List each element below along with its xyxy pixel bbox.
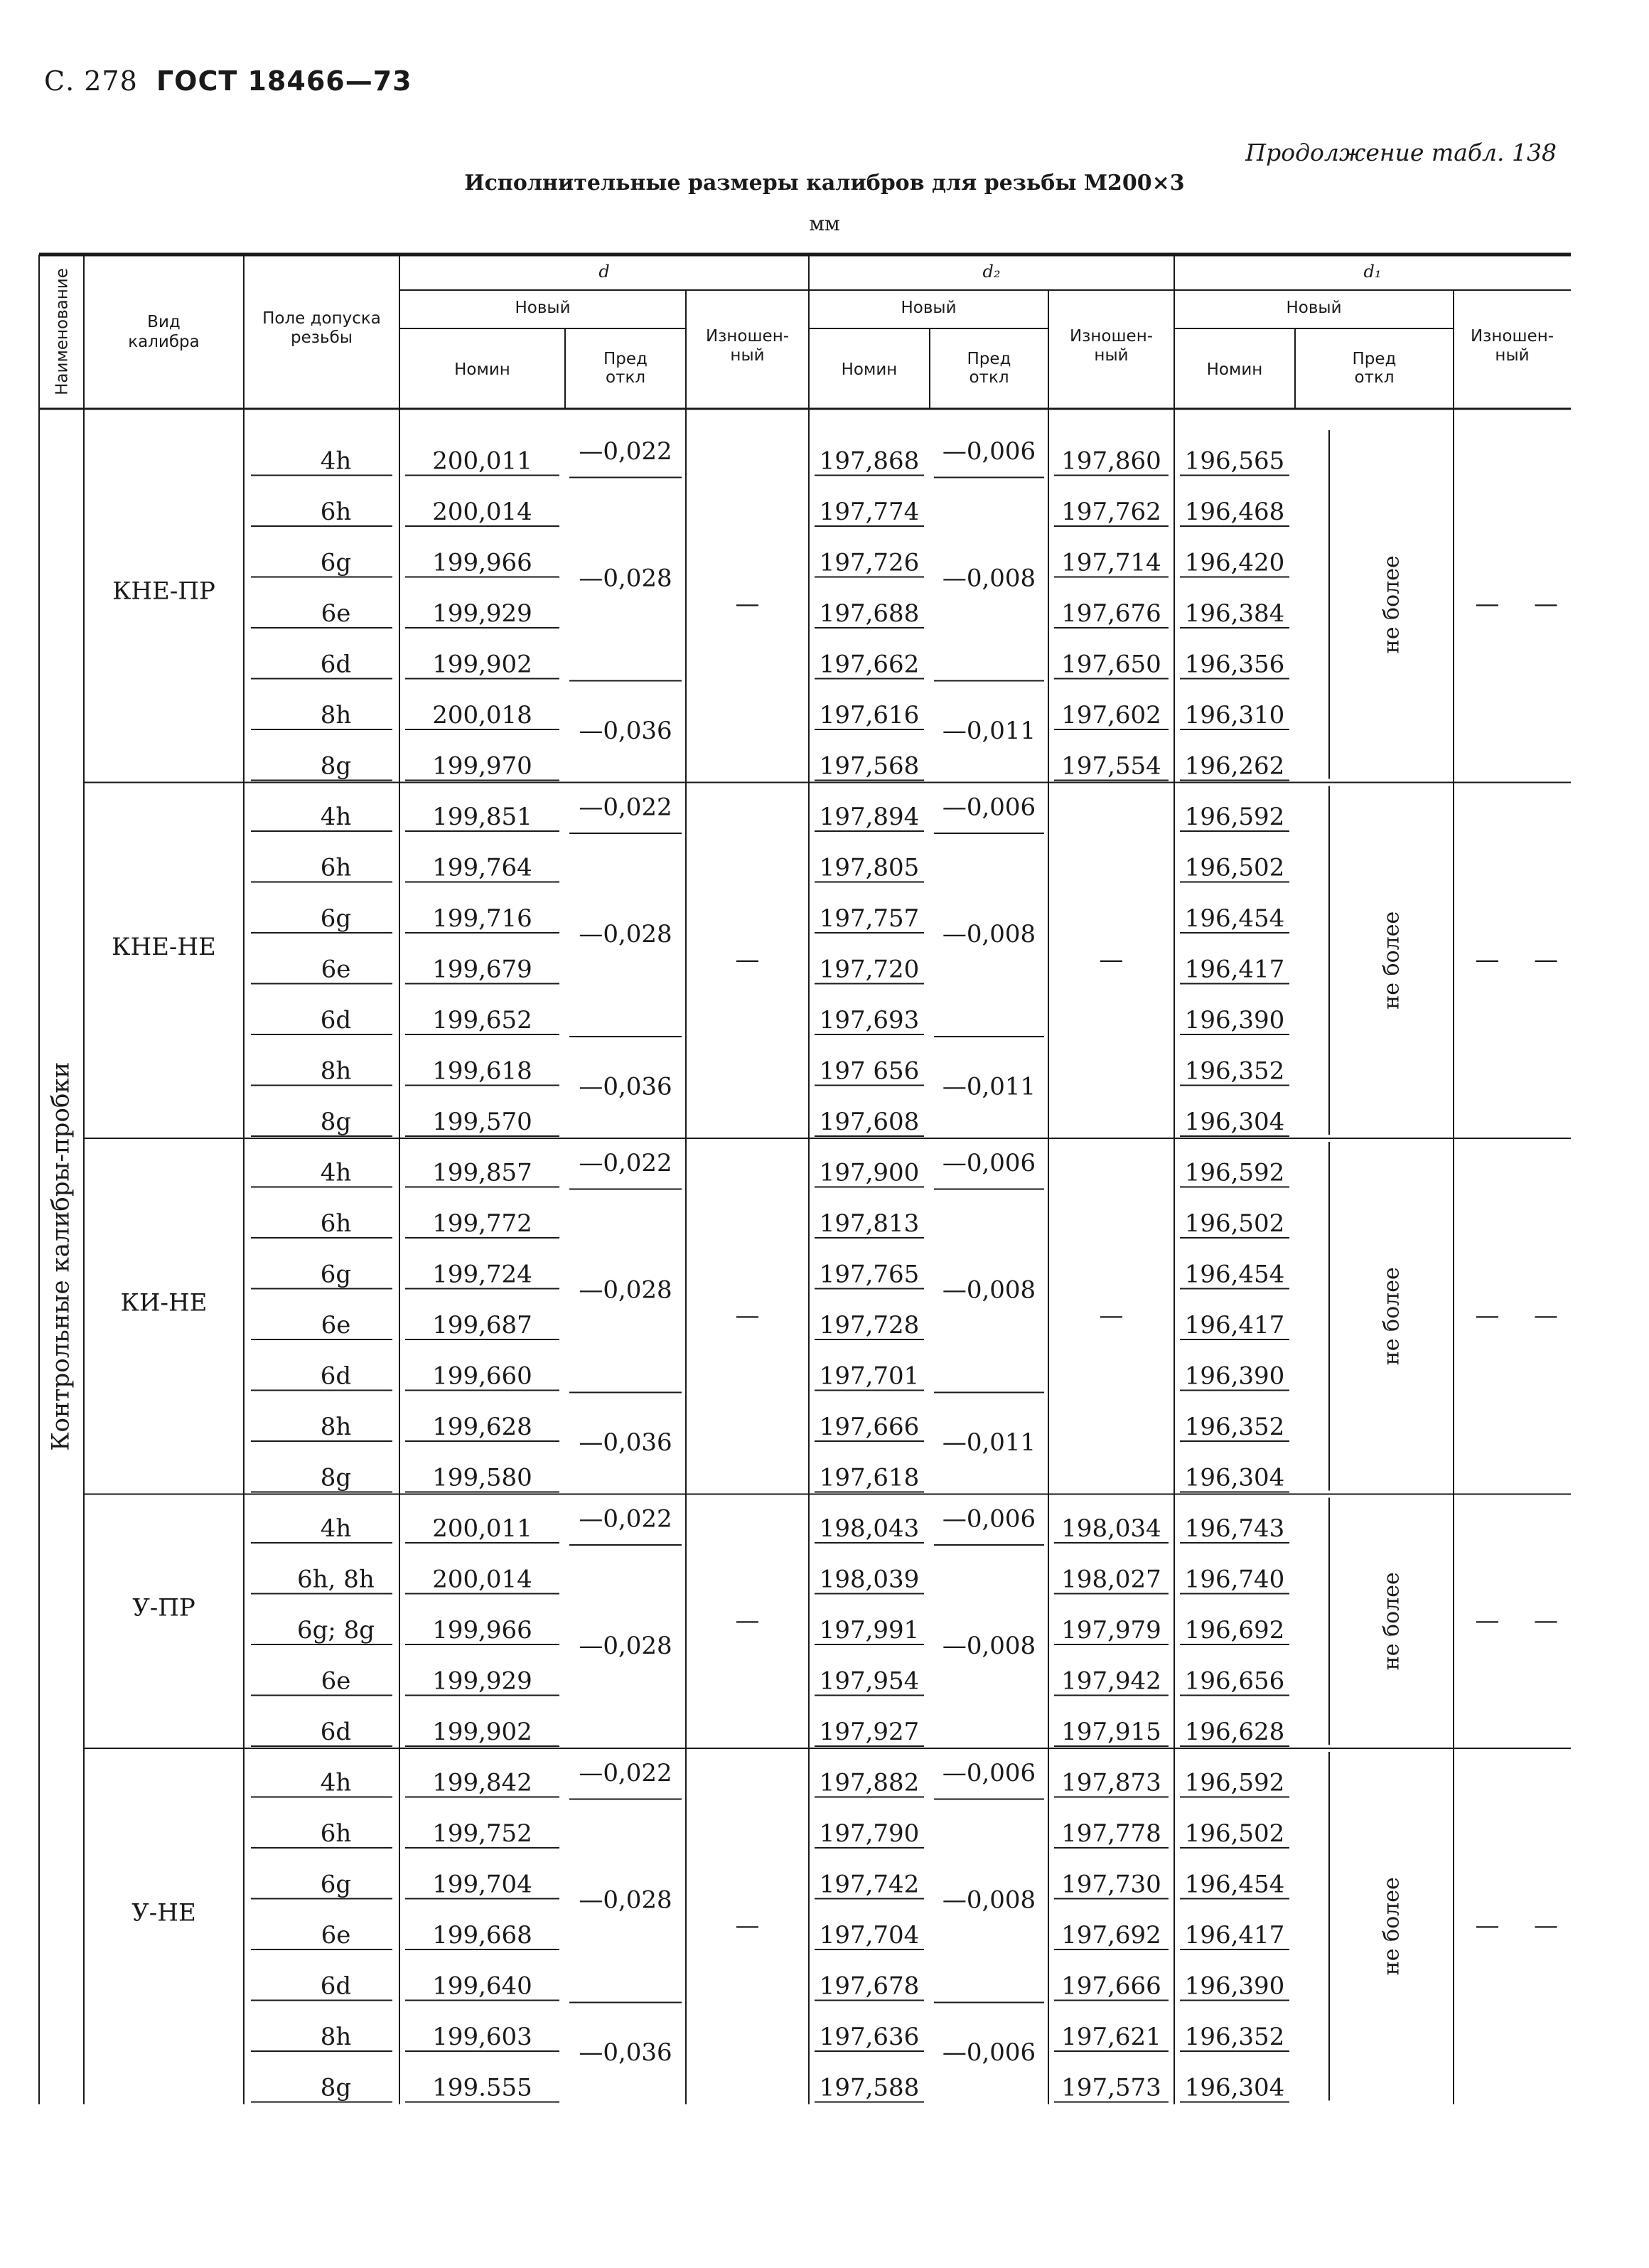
tolerance-field: 6e [321, 955, 351, 984]
d-nominal-value: 199,970 [432, 751, 532, 781]
header-d-worn-line1: Изношен- [705, 327, 790, 346]
d-deviation-value: —0,022 [579, 1148, 672, 1177]
d2-nominal-value: 197,636 [819, 2023, 920, 2051]
header-d2-worn-line1: Изношен- [1069, 327, 1154, 346]
d1-nominal-value: 196,502 [1184, 1209, 1285, 1238]
table-continuation-note: Продолжение табл. 138 [1245, 139, 1557, 166]
d2-nominal-value: 197,662 [819, 650, 920, 679]
header-kind-line2: калибра [128, 333, 200, 351]
tolerance-field: 6h [320, 853, 352, 882]
header-d2-new: Новый [901, 299, 957, 317]
d2-worn-value: 197,554 [1061, 751, 1161, 781]
d-nominal-value: 199,902 [432, 1718, 532, 1746]
tolerance-field: 6g [320, 548, 352, 577]
d1-nominal-value: 196,656 [1184, 1667, 1285, 1696]
d2-worn-value: 197,714 [1061, 548, 1161, 577]
d2-nominal-value: 197,720 [819, 955, 920, 984]
d1-worn-dash: — [1534, 589, 1558, 619]
d1-deviation-dash: — [1475, 589, 1500, 619]
d1-nominal-value: 196,356 [1184, 650, 1285, 679]
d2-deviation-value: —0,006 [942, 1758, 1036, 1787]
tolerance-field: 8g [320, 1108, 352, 1136]
d-deviation-value: —0,028 [579, 1885, 672, 1915]
d1-nominal-value: 196,417 [1184, 955, 1285, 984]
table-title: Исполнительные размеры калибров для резьбы М200×3 [464, 171, 1185, 196]
d1-nominal-value: 196,310 [1184, 701, 1285, 729]
d1-nominal-value: 196,390 [1184, 1362, 1285, 1391]
d2-nominal-value: 197 656 [819, 1057, 920, 1086]
d-nominal-value: 200,011 [432, 1514, 532, 1543]
d1-nominal-value: 196,417 [1184, 1311, 1285, 1339]
header-d-dev-line1: Пред [603, 350, 648, 368]
d2-worn-value: 197,730 [1061, 1870, 1161, 1899]
d1-worn-dash: — [1534, 1911, 1558, 1940]
d-nominal-value: 199,660 [432, 1362, 532, 1391]
tolerance-field: 6d [320, 1362, 352, 1391]
d-nominal-value: 199,640 [432, 1972, 532, 2001]
d-worn-dash: — [735, 1301, 760, 1330]
d2-worn-dash: — [1099, 945, 1124, 974]
d-nominal-value: 199,668 [432, 1921, 532, 1949]
header-d2-dev-line1: Пред [967, 350, 1011, 368]
d2-nominal-value: 197,900 [819, 1158, 920, 1187]
d1-nominal-value: 196,502 [1184, 853, 1285, 882]
d-nominal-value: 199,570 [432, 1108, 532, 1136]
d2-deviation-value: —0,008 [942, 920, 1036, 948]
tolerance-field: 6g; 8g [296, 1616, 375, 1644]
header-tolerance-line2: резьбы [291, 328, 353, 347]
d-nominal-value: 200,014 [432, 498, 532, 526]
tolerance-field: 6h [320, 1819, 352, 1848]
d-deviation-value: —0,036 [579, 1072, 672, 1101]
d-deviation-value: —0,028 [579, 1275, 672, 1305]
d2-worn-value: 197,942 [1061, 1667, 1161, 1696]
d-deviation-value: —0,036 [579, 2038, 672, 2067]
d-nominal-value: 199,716 [432, 904, 532, 933]
d1-nominal-value: 196,352 [1184, 1413, 1285, 1441]
d1-deviation-dash: — [1475, 1301, 1500, 1330]
d2-nominal-value: 197,726 [819, 548, 920, 577]
d2-worn-value: 197,692 [1061, 1921, 1161, 1949]
d-nominal-value: 199,902 [432, 650, 532, 679]
d1-nominal-value: 196,628 [1184, 1718, 1285, 1746]
d1-nominal-value: 196,592 [1184, 803, 1285, 831]
tolerance-field: 4h [320, 1768, 352, 1797]
header-d2-dev-line2: откл [969, 368, 1009, 387]
header-d1-worn-line2: ный [1495, 346, 1530, 365]
d2-deviation-value: —0,011 [942, 1072, 1036, 1101]
d2-worn-value: 197,666 [1061, 1972, 1161, 2001]
d-deviation-value: —0,036 [579, 717, 672, 745]
d1-nominal-value: 196,417 [1184, 1921, 1285, 1949]
d2-nominal-value: 197,805 [819, 853, 920, 882]
d1-nominal-value: 196,390 [1184, 1972, 1285, 2001]
d2-deviation-value: —0,006 [942, 793, 1036, 822]
d2-deviation-value: —0,008 [942, 1885, 1036, 1915]
d-deviation-value: —0,022 [579, 793, 672, 822]
tolerance-field: 8h [320, 2023, 352, 2051]
d2-deviation-value: —0,006 [942, 1148, 1036, 1177]
d2-worn-value: 197,650 [1061, 650, 1161, 679]
d2-nominal-value: 197,894 [819, 803, 920, 831]
d1-worn-dash: — [1534, 1606, 1558, 1635]
d1-nominal-value: 196,740 [1184, 1565, 1285, 1594]
d-nominal-value: 199,752 [432, 1819, 532, 1848]
d-worn-dash: — [735, 945, 760, 974]
d-nominal-value: 199,628 [432, 1413, 532, 1441]
gauge-kind-label: КИ-НЕ [120, 1288, 208, 1317]
d2-worn-value: 197,979 [1061, 1616, 1161, 1644]
d-nominal-value: 199,966 [432, 1616, 532, 1644]
d1-nominal-value: 196,352 [1184, 2023, 1285, 2051]
tolerance-field: 6e [321, 1311, 351, 1339]
tolerance-field: 6e [321, 599, 351, 628]
d1-limit-note: не более [1379, 1267, 1404, 1366]
tolerance-field: 6d [320, 650, 352, 679]
d2-deviation-value: —0,006 [942, 437, 1036, 466]
tolerance-field: 6d [320, 1006, 352, 1034]
d2-worn-value: 197,860 [1061, 446, 1161, 476]
d-deviation-value: —0,022 [579, 1504, 672, 1534]
d-nominal-value: 199,772 [432, 1209, 532, 1238]
tolerance-field: 6e [321, 1921, 351, 1949]
d2-nominal-value: 197,616 [819, 701, 920, 729]
d-worn-dash: — [735, 1911, 760, 1940]
header-d-nominal: Номин [454, 360, 510, 379]
d2-nominal-value: 197,608 [819, 1108, 920, 1136]
d-nominal-value: 199,929 [432, 1667, 532, 1696]
d2-deviation-value: —0,008 [942, 1275, 1036, 1305]
header-kind-line1: Вид [147, 313, 181, 331]
d1-nominal-value: 196,692 [1184, 1616, 1285, 1644]
d2-nominal-value: 197,704 [819, 1921, 920, 1949]
tolerance-field: 8h [320, 701, 352, 729]
d2-worn-value: 197,915 [1061, 1718, 1161, 1746]
d2-nominal-value: 197,742 [819, 1870, 920, 1899]
tolerance-field: 4h [320, 1514, 352, 1543]
tolerance-field: 8g [320, 1463, 352, 1492]
d-nominal-value: 199,679 [432, 955, 532, 984]
d1-nominal-value: 196,384 [1184, 599, 1285, 628]
d2-nominal-value: 197,927 [819, 1718, 920, 1746]
d2-nominal-value: 197,666 [819, 1413, 920, 1441]
d1-nominal-value: 196,420 [1184, 548, 1285, 577]
d-nominal-value: 200,011 [432, 446, 532, 476]
d2-nominal-value: 197,588 [819, 2073, 920, 2102]
d1-nominal-value: 196,565 [1184, 446, 1285, 476]
d-deviation-value: —0,028 [579, 1632, 672, 1660]
d-nominal-value: 199,652 [432, 1006, 532, 1034]
tolerance-field: 8g [320, 751, 352, 781]
d1-worn-dash: — [1534, 1301, 1558, 1330]
row-group-label: Контрольные калибры-пробки [46, 1061, 75, 1451]
d-nominal-value: 199,857 [432, 1158, 532, 1187]
d1-nominal-value: 196,304 [1184, 1463, 1285, 1492]
header-d1-dev-line2: откл [1354, 368, 1395, 387]
header-d1-nominal: Номин [1206, 360, 1263, 379]
d1-limit-note: не более [1379, 911, 1404, 1010]
d-nominal-value: 199,687 [432, 1311, 532, 1339]
d-worn-dash: — [735, 1606, 760, 1635]
units-label: мм [809, 212, 840, 235]
d1-nominal-value: 196,262 [1184, 751, 1285, 781]
d2-nominal-value: 197,568 [819, 751, 920, 781]
d2-deviation-value: —0,006 [942, 1504, 1036, 1534]
d2-nominal-value: 197,765 [819, 1260, 920, 1289]
tolerance-field: 4h [320, 446, 352, 476]
d2-nominal-value: 198,039 [819, 1565, 920, 1594]
tolerance-field: 6d [320, 1718, 352, 1746]
d2-nominal-value: 197,688 [819, 599, 920, 628]
gauge-kind-label: У-НЕ [131, 1898, 196, 1927]
d-deviation-value: —0,022 [579, 1758, 672, 1787]
header-tolerance-line1: Поле допуска [262, 309, 381, 328]
d2-deviation-value: —0,011 [942, 717, 1036, 745]
d1-limit-note: не более [1379, 555, 1404, 654]
d1-limit-note: не более [1379, 1877, 1404, 1976]
d-nominal-value: 199,764 [432, 853, 532, 882]
tolerance-field: 8h [320, 1057, 352, 1086]
d2-deviation-value: —0,006 [942, 2038, 1036, 2067]
d2-deviation-value: —0,011 [942, 1428, 1036, 1457]
tolerance-field: 4h [320, 803, 352, 831]
d-nominal-value: 199,724 [432, 1260, 532, 1289]
d2-worn-value: 197,573 [1061, 2073, 1161, 2102]
d-deviation-value: —0,028 [579, 564, 672, 593]
d1-nominal-value: 196,304 [1184, 1108, 1285, 1136]
d-nominal-value: 199,842 [432, 1768, 532, 1797]
d1-nominal-value: 196,743 [1184, 1514, 1285, 1543]
gauge-kind-label: КНЕ-НЕ [112, 932, 216, 961]
tolerance-field: 8g [320, 2073, 352, 2102]
d1-deviation-dash: — [1475, 1911, 1500, 1940]
tolerance-field: 6h [320, 1209, 352, 1238]
tolerance-field: 6g [320, 904, 352, 933]
d-nominal-value: 200,014 [432, 1565, 532, 1594]
d1-deviation-dash: — [1475, 1606, 1500, 1635]
d-nominal-value: 199,618 [432, 1057, 532, 1086]
header-d2-nominal: Номин [841, 360, 898, 379]
d2-worn-value: 197,621 [1061, 2023, 1161, 2051]
d2-worn-value: 197,762 [1061, 498, 1161, 526]
d2-nominal-value: 197,757 [819, 904, 920, 933]
d-nominal-value: 199.555 [432, 2073, 532, 2102]
d2-nominal-value: 197,693 [819, 1006, 920, 1034]
d1-limit-note: не более [1379, 1572, 1404, 1671]
header-d1-new: Новый [1286, 299, 1342, 317]
d2-nominal-value: 197,701 [819, 1362, 920, 1391]
page-number: С. 278 [44, 65, 138, 97]
d2-nominal-value: 197,678 [819, 1972, 920, 2001]
header-d2-worn-line2: ный [1094, 346, 1129, 365]
d-nominal-value: 199,704 [432, 1870, 532, 1899]
d1-nominal-value: 196,502 [1184, 1819, 1285, 1848]
header-name: Наименование [53, 268, 72, 395]
tolerance-field: 6e [321, 1667, 351, 1696]
d1-nominal-value: 196,304 [1184, 2073, 1285, 2102]
d2-nominal-value: 197,790 [819, 1819, 920, 1848]
d-deviation-value: —0,028 [579, 920, 672, 948]
d1-nominal-value: 196,454 [1184, 904, 1285, 933]
d2-worn-value: 198,034 [1061, 1514, 1161, 1543]
d2-worn-value: 198,027 [1061, 1565, 1161, 1594]
tolerance-field: 8h [320, 1413, 352, 1441]
d-nominal-value: 199,966 [432, 548, 532, 577]
d2-nominal-value: 197,882 [819, 1768, 920, 1797]
d2-nominal-value: 197,813 [819, 1209, 920, 1238]
gauge-kind-label: У-ПР [132, 1593, 195, 1622]
d-nominal-value: 200,018 [432, 701, 532, 729]
d1-nominal-value: 196,390 [1184, 1006, 1285, 1034]
d1-nominal-value: 196,352 [1184, 1057, 1285, 1086]
d-nominal-value: 199,603 [432, 2023, 532, 2051]
d2-nominal-value: 198,043 [819, 1514, 920, 1543]
d1-nominal-value: 196,454 [1184, 1260, 1285, 1289]
header-d1-dev-line1: Пред [1352, 350, 1397, 368]
header-d2: d₂ [982, 262, 1001, 282]
header-d-new: Новый [515, 299, 571, 317]
d2-nominal-value: 197,991 [819, 1616, 920, 1644]
d2-nominal-value: 197,774 [819, 498, 920, 526]
d-worn-dash: — [735, 589, 760, 619]
header-d-dev-line2: откл [605, 368, 646, 387]
tolerance-field: 4h [320, 1158, 352, 1187]
d2-deviation-value: —0,008 [942, 564, 1036, 593]
standard-number: ГОСТ 18466—73 [156, 65, 412, 97]
d2-worn-value: 197,676 [1061, 599, 1161, 628]
d-nominal-value: 199,929 [432, 599, 532, 628]
d-deviation-value: —0,022 [579, 437, 672, 466]
gauge-kind-label: КНЕ-ПР [112, 577, 215, 606]
d2-worn-value: 197,873 [1061, 1768, 1161, 1797]
d1-nominal-value: 196,592 [1184, 1158, 1285, 1187]
d2-worn-dash: — [1099, 1301, 1124, 1330]
d1-worn-dash: — [1534, 945, 1558, 974]
d2-deviation-value: —0,008 [942, 1632, 1036, 1660]
d1-nominal-value: 196,468 [1184, 498, 1285, 526]
d2-nominal-value: 197,868 [819, 446, 920, 476]
tolerance-field: 6d [320, 1972, 352, 2001]
tolerance-field: 6g [320, 1870, 352, 1899]
d-deviation-value: —0,036 [579, 1428, 672, 1457]
tolerance-field: 6h, 8h [297, 1565, 375, 1594]
d1-deviation-dash: — [1475, 945, 1500, 974]
d2-worn-value: 197,778 [1061, 1819, 1161, 1848]
header-d: d [598, 262, 610, 282]
d2-worn-value: 197,602 [1061, 701, 1161, 729]
header-d-worn-line2: ный [730, 346, 765, 365]
d1-nominal-value: 196,454 [1184, 1870, 1285, 1899]
d-nominal-value: 199,851 [432, 803, 532, 831]
d-nominal-value: 199,580 [432, 1463, 532, 1492]
d2-nominal-value: 197,728 [819, 1311, 920, 1339]
header-d1-worn-line1: Изношен- [1470, 327, 1554, 346]
tolerance-field: 6g [320, 1260, 352, 1289]
tolerance-field: 6h [320, 498, 352, 526]
d2-nominal-value: 197,954 [819, 1667, 920, 1696]
d1-nominal-value: 196,592 [1184, 1768, 1285, 1797]
header-d1: d₁ [1363, 262, 1382, 282]
d2-nominal-value: 197,618 [819, 1463, 920, 1492]
